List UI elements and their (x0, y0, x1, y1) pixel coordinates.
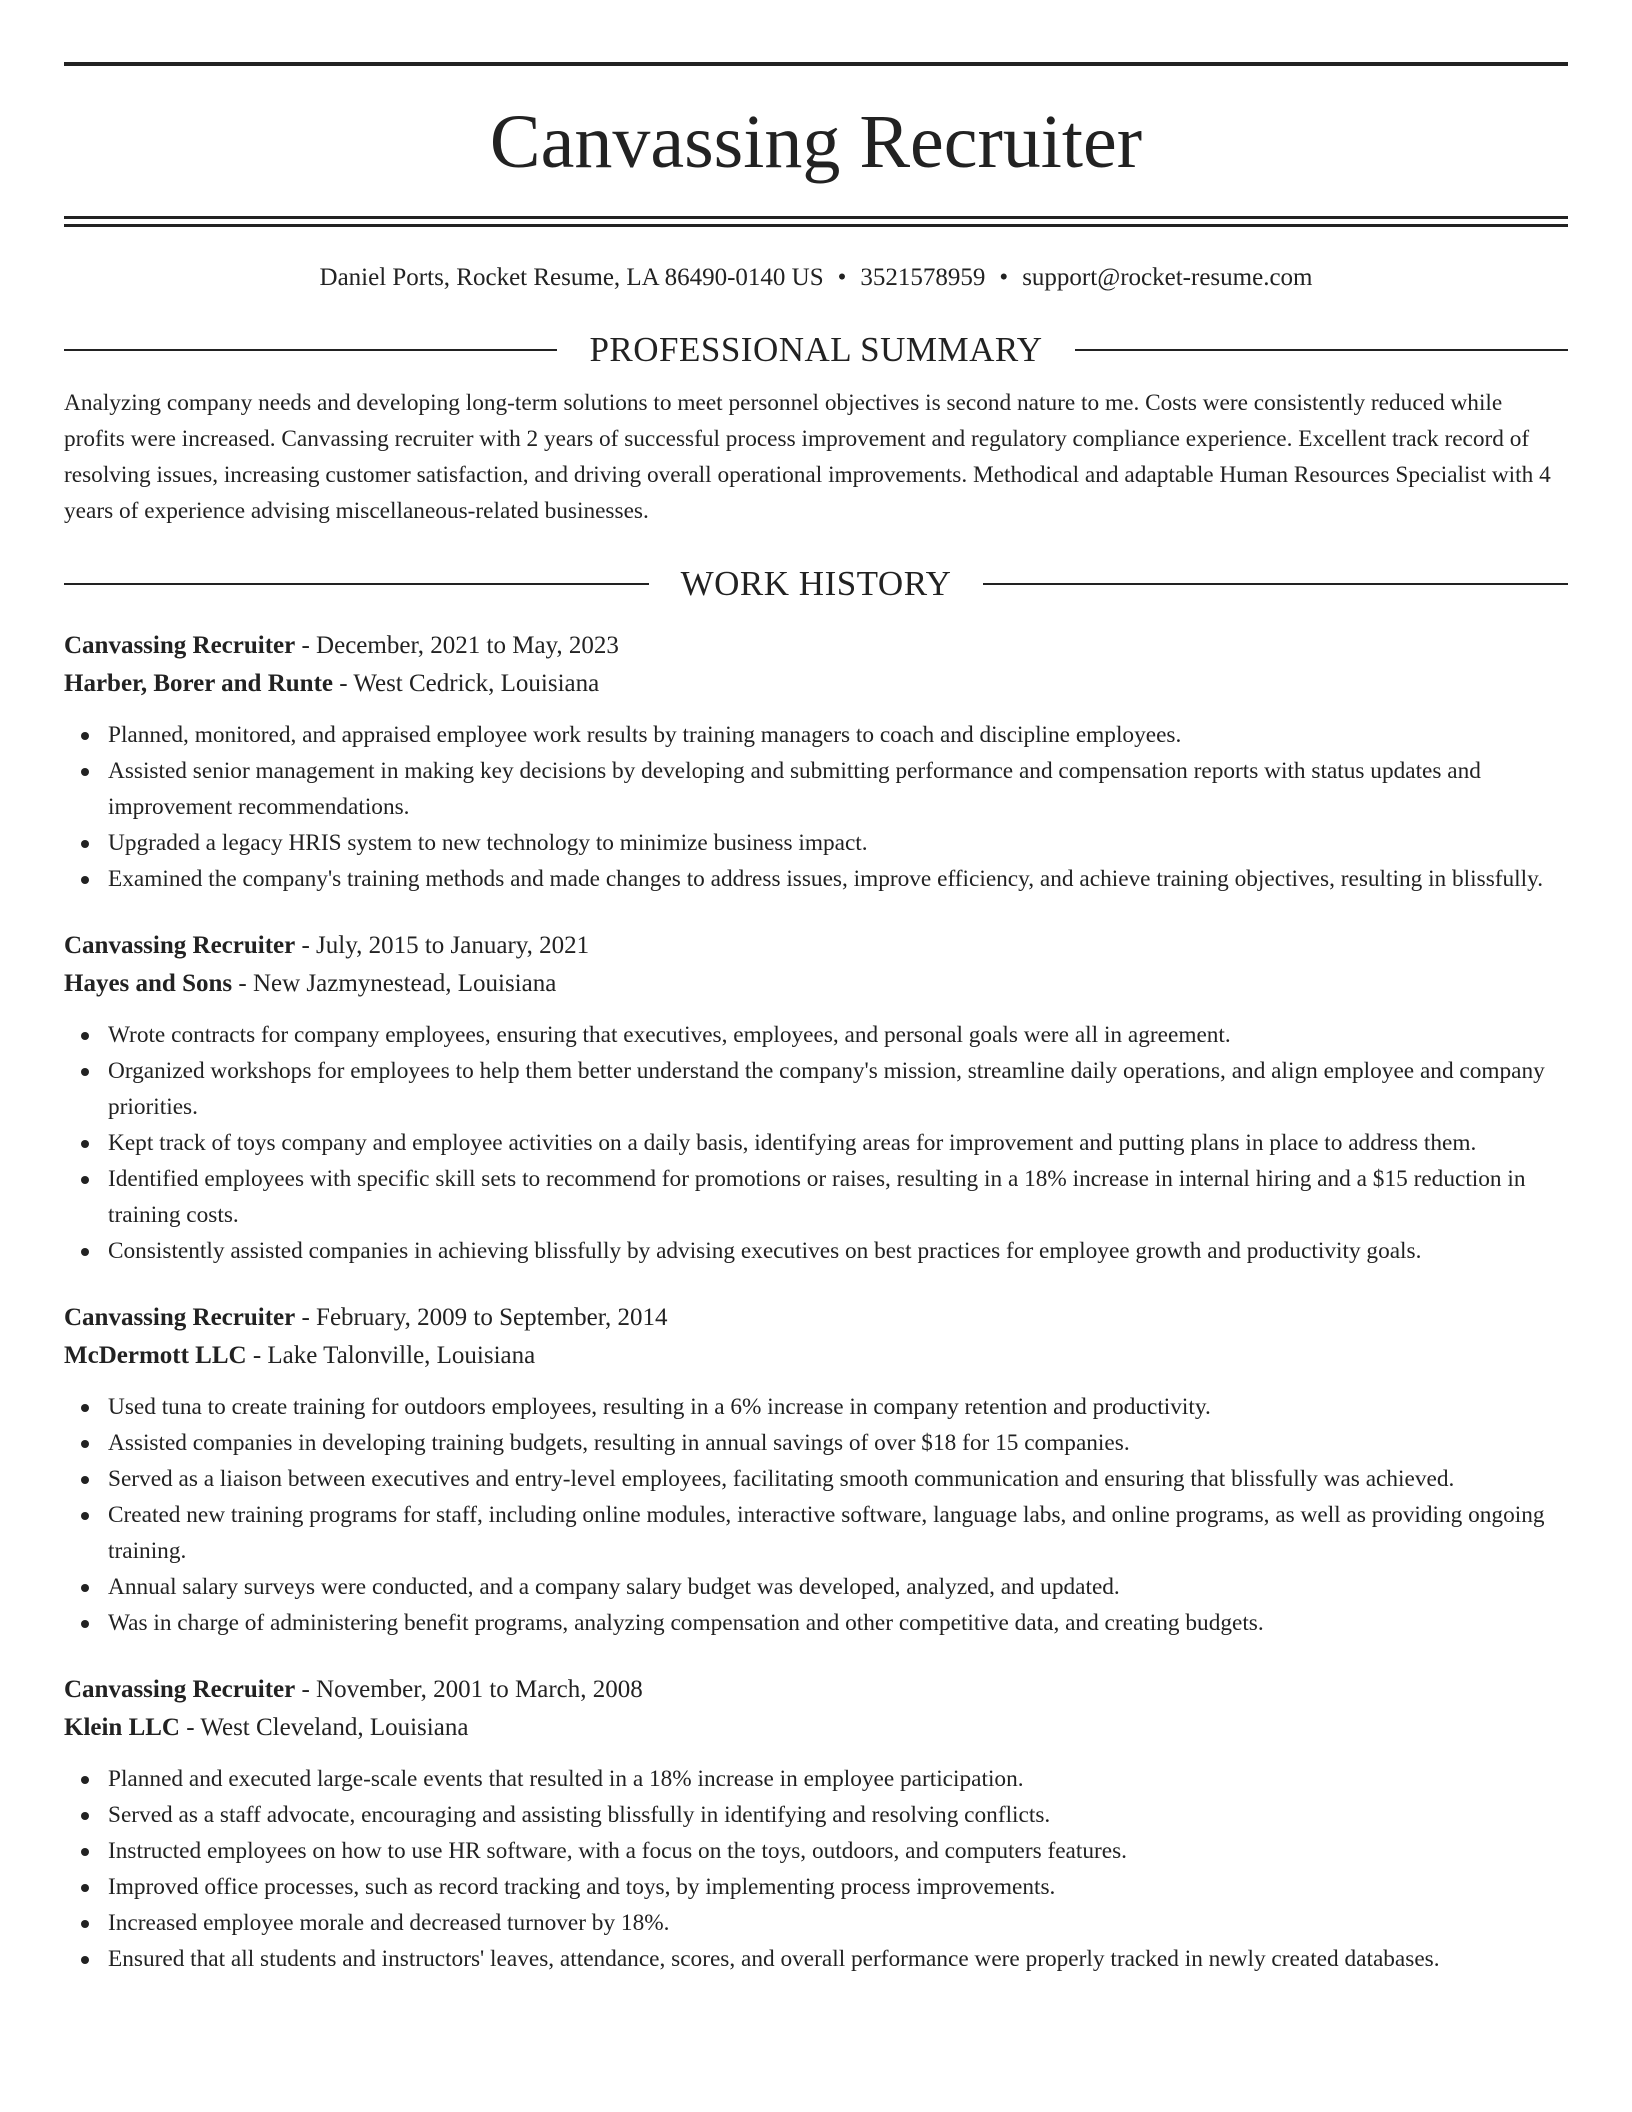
job-company-line (64, 965, 1568, 1003)
heading-rule-right (1075, 349, 1568, 351)
summary-text: Analyzing company needs and developing long-term solutions to meet personnel objectives is second nature to me. Costs were consistently reduced while profits were increased. Canvassing recruiter with 2 years of successful process improvement and regulatory compliance experience. Excellent track record of resolving issues, increasing customer satisfaction, and driving overall operational improvements. Methodical and adaptable Human Resources Specialist with 4 years of experience advising miscellaneous-related businesses. (64, 390, 1551, 524)
job-bullet: Annual salary surveys were conducted, and a company salary budget was developed, analyzed, and updated. (108, 1569, 1568, 1605)
contact-line (64, 261, 1568, 295)
job-location: - West Cedrick, Louisiana (333, 670, 600, 697)
job-dates: - December, 2021 to May, 2023 (295, 632, 619, 659)
job-bullets (64, 717, 1568, 897)
job-bullet: Wrote contracts for company employees, ensuring that executives, employees, and personal goals were all in agreement. (108, 1017, 1568, 1053)
job-location: - New Jazmynestead, Louisiana (232, 970, 557, 997)
job-bullet: Served as a liaison between executives and entry-level employees, facilitating smooth communication and ensuring that blissfully was achieved. (108, 1461, 1568, 1497)
heading-rule-right (983, 583, 1568, 585)
work-history-heading (64, 563, 1568, 605)
contact-email: support@rocket-resume.com (1022, 264, 1313, 291)
resume-title: Canvassing Recruiter (489, 100, 1143, 184)
job-bullets (64, 1761, 1568, 1977)
job-bullet: Assisted senior management in making key decisions by developing and submitting performance and compensation reports with status updates and improvement recommendations. (108, 753, 1568, 825)
job-bullets (64, 1389, 1568, 1641)
title-double-rule (64, 216, 1568, 227)
job-bullet: Planned, monitored, and appraised employee work results by training managers to coach and discipline employees. (108, 717, 1568, 753)
job-company: Klein LLC (64, 1714, 180, 1741)
job-title: Canvassing Recruiter (64, 632, 296, 659)
job-bullet: Organized workshops for employees to help them better understand the company's mission, streamline daily operations, and align employee and company priorities. (108, 1053, 1568, 1125)
job-entry (64, 1299, 1568, 1641)
job-bullet: Improved office processes, such as record tracking and toys, by implementing process improvements. (108, 1869, 1568, 1905)
job-bullet: Instructed employees on how to use HR software, with a focus on the toys, outdoors, and computers features. (108, 1833, 1568, 1869)
job-bullet: Identified employees with specific skill sets to recommend for promotions or raises, resulting in a 18% increase in internal hiring and a $15 reduction in training costs. (108, 1161, 1568, 1233)
job-entry (64, 627, 1568, 897)
job-bullet: Examined the company's training methods and made changes to address issues, improve efficiency, and achieve training objectives, resulting in blissfully. (108, 861, 1568, 897)
contact-separator: • (999, 264, 1009, 291)
job-dates: - November, 2001 to March, 2008 (295, 1676, 643, 1703)
job-company-line (64, 1709, 1568, 1747)
job-company: Harber, Borer and Runte (64, 670, 333, 697)
job-bullet: Was in charge of administering benefit programs, analyzing compensation and other competitive data, and creating budgets. (108, 1605, 1568, 1641)
job-title: Canvassing Recruiter (64, 1676, 296, 1703)
job-bullet: Served as a staff advocate, encouraging and assisting blissfully in identifying and resolving conflicts. (108, 1797, 1568, 1833)
job-bullets (64, 1017, 1568, 1269)
work-history-heading-label: WORK HISTORY (680, 564, 952, 603)
job-company-line (64, 665, 1568, 703)
contact-address: Daniel Ports, Rocket Resume, LA 86490-0140 US (319, 264, 824, 291)
job-company: McDermott LLC (64, 1342, 247, 1369)
summary-heading (64, 329, 1568, 371)
summary-heading-label: PROFESSIONAL SUMMARY (589, 330, 1043, 369)
job-company-line (64, 1337, 1568, 1375)
job-title-line (64, 627, 1568, 665)
job-bullet: Kept track of toys company and employee activities on a daily basis, identifying areas for improvement and putting plans in place to address them. (108, 1125, 1568, 1161)
job-title-line (64, 1299, 1568, 1337)
job-entry (64, 1671, 1568, 1977)
job-title-line (64, 1671, 1568, 1709)
job-bullet: Assisted companies in developing training budgets, resulting in annual savings of over $18 for 15 companies. (108, 1425, 1568, 1461)
contact-phone: 3521578959 (860, 264, 986, 291)
job-location: - West Cleveland, Louisiana (180, 1714, 469, 1741)
job-bullet: Planned and executed large-scale events that resulted in a 18% increase in employee participation. (108, 1761, 1568, 1797)
top-rule (64, 62, 1568, 66)
job-bullet: Upgraded a legacy HRIS system to new technology to minimize business impact. (108, 825, 1568, 861)
job-title-line (64, 927, 1568, 965)
job-bullet: Ensured that all students and instructors' leaves, attendance, scores, and overall performance were properly tracked in newly created databases. (108, 1941, 1568, 1977)
job-bullet: Consistently assisted companies in achieving blissfully by advising executives on best practices for employee growth and productivity goals. (108, 1233, 1568, 1269)
job-title: Canvassing Recruiter (64, 932, 296, 959)
contact-separator: • (837, 264, 847, 291)
heading-rule-left (64, 349, 557, 351)
job-title: Canvassing Recruiter (64, 1304, 296, 1331)
job-bullet: Increased employee morale and decreased turnover by 18%. (108, 1905, 1568, 1941)
job-dates: - July, 2015 to January, 2021 (295, 932, 590, 959)
job-company: Hayes and Sons (64, 970, 233, 997)
job-entry (64, 927, 1568, 1269)
job-dates: - February, 2009 to September, 2014 (295, 1304, 668, 1331)
job-location: - Lake Talonville, Louisiana (246, 1342, 536, 1369)
job-bullet: Used tuna to create training for outdoors employees, resulting in a 6% increase in company retention and productivity. (108, 1389, 1568, 1425)
heading-rule-left (64, 583, 649, 585)
job-bullet: Created new training programs for staff, including online modules, interactive software, language labs, and online programs, as well as providing ongoing training. (108, 1497, 1568, 1569)
